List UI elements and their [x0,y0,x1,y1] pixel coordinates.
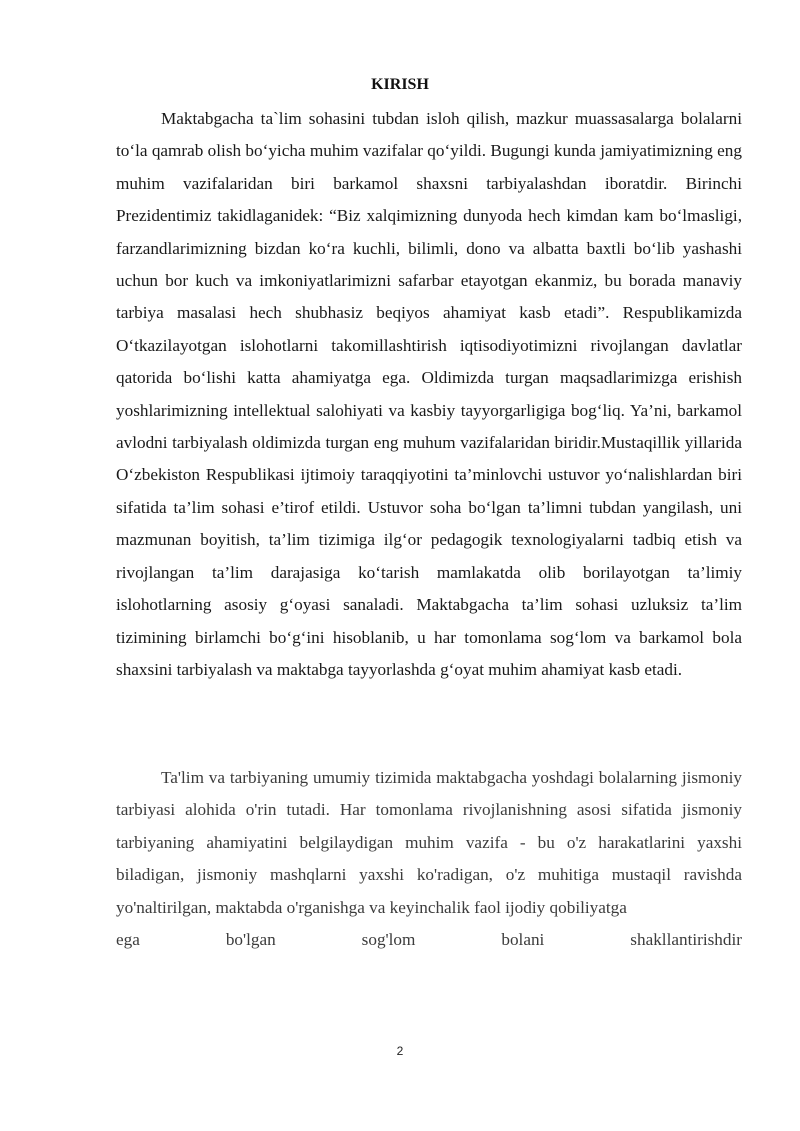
paragraph-physical-education-body: Ta'lim va tarbiyaning umumiy tizimida maktabgacha yoshdagi bolalarning jismoniy tarbiyasi alohida o'rin tutadi. Har tomonlama rivojlanishning asosi sifatida jismoniy tarbiyaning ahamiyatini belgilaydigan muhim vazifa - bu o'z harakatlarini yaxshi biladigan, jismoniy mashqlarni yaxshi ko'radigan, o'z muhitiga mustaqil ravishda yo'naltirilgan, maktabda o'rganishga va keyinchalik faol ijodiy qobiliyatga [116,768,742,917]
paragraph-physical-education [116,762,742,956]
paragraph-intro: Maktabgacha ta`lim sohasini tubdan isloh qilish, mazkur muassasalarga bolalarni to‘la qamrab olish bo‘yicha muhim vazifalar qo‘yildi. Bugungi kunda jamiyatimizning eng muhim vazifalaridan biri barkamol shaxsni tarbiyalashdan iboratdir. Birinchi Prezidentimiz takidlaganidek: “Biz xalqimizning dunyoda hech kimdan kam bo‘lmasligi, farzandlarimizning bizdan ko‘ra kuchli, bilimli, dono va albatta baxtli bo‘lib yashashi uchun bor kuch va imkoniyatlarimizni safarbar etayotgan ekanmiz, bu borada manaviy tarbiya masalasi hech shubhasiz beqiyos ahamiyat kasb etadi”. Respublikamizda O‘tkazilayotgan islohotlarni takomillashtirish iqtisodiyotimizni rivojlangan davlatlar qatorida bo‘lishi katta ahamiyatga ega. Oldimizda turgan maqsadlarimizga erishish yoshlarimizning intellektual salohiyati va kasbiy tayyorgarligiga bog‘liq. Ya’ni, barkamol avlodni tarbiyalash oldimizda turgan eng muhum vazifalaridan biridir.Mustaqillik yillarida O‘zbekiston Respublikasi ijtimoiy taraqqiyotini ta’minlovchi ustuvor yo‘nalishlardan biri sifatida ta’lim sohasi e’tirof etildi. Ustuvor soha bo‘lgan ta’limni tubdan yangilash, uni mazmunan boyitish, ta’lim tizimiga ilg‘or pedagogik texnologiyalarni tadbiq etish va rivojlangan ta’lim darajasiga ko‘tarish mamlakatda olib borilayotgan ta’limiy islohotlarning asosiy g‘oyasi sanaladi. Maktabgacha ta’lim sohasi uzluksiz ta’lim tizimining birlamchi bo‘g‘ini hisoblanib, u har tomonlama sog‘lom va barkamol bola shaxsini tarbiyalash va maktabga tayyorlashda g‘oyat muhim ahamiyat kasb etadi. [116,109,742,679]
paragraph-physical-education-last-line: ega bo'lgan sog'lom bolani shakllantirishdir [116,930,742,950]
section-heading: KIRISH [371,76,429,93]
page-number: 2 [396,1044,404,1058]
